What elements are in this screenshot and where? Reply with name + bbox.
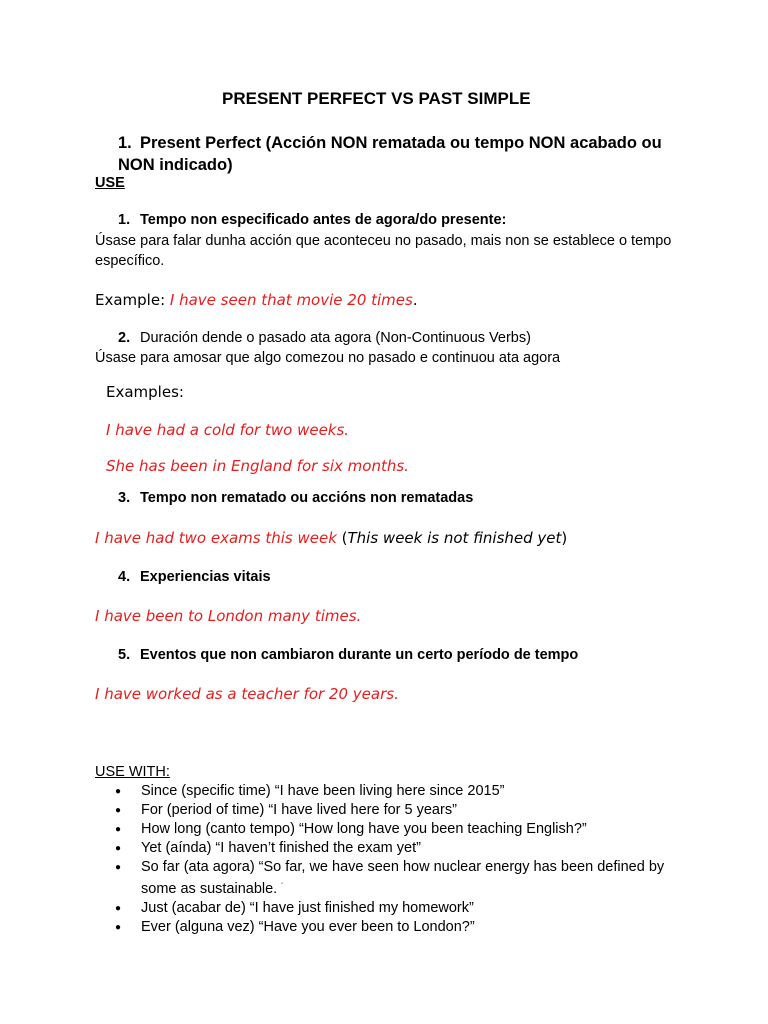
list-item: ● For (period of time) “I have lived here for 5 years” [115,801,675,820]
item-2-example-2: She has been in England for six months. [106,457,409,475]
item-2-examples-label: Examples: [106,383,184,401]
list-item: ● So far (ata agora) “So far, we have seen how nuclear energy has been defined by some as sustainable. " [115,858,675,899]
item-3-note: This week is not finished yet [347,529,562,547]
item-3-example: I have had two exams this week (This week is not finished yet) [95,529,568,547]
footnote-mark: " [281,883,284,889]
example-label: Example: [95,291,170,309]
item-4-heading: 4. Experiencias vitais [118,569,271,585]
list-item: ● Yet (aínda) “I haven’t finished the exam yet” [115,839,675,858]
item-5-example: I have worked as a teacher for 20 years. [95,685,399,703]
item-2-heading: 2. Duración dende o pasado ata agora (Non-Continuous Verbs) [118,330,531,346]
example-sentence: I have seen that movie 20 times [169,291,413,309]
item-2-example-1: I have had a cold for two weeks. [106,421,350,439]
item-4-example: I have been to London many times. [95,607,362,625]
use-with-list [115,782,675,937]
section-heading-text: Present Perfect (Acción NON rematada ou tempo NON acabado ou NON indicado) [118,134,662,174]
list-item: ● Ever (alguna vez) “Have you ever been to London?” [115,918,675,937]
page-title: PRESENT PERFECT VS PAST SIMPLE [222,89,531,108]
item-5-heading: 5. Eventos que non cambiaron durante un certo período de tempo [118,647,579,663]
list-item: ● Since (specific time) “I have been living here since 2015” [115,782,675,801]
section-number: 1. [118,134,132,152]
list-item: ● How long (canto tempo) “How long have you been teaching English?” [115,820,675,839]
item-1-description: Úsase para falar dunha acción que aconteceu no pasado, mais non se establece o tempo específico. [95,233,672,269]
item-1-heading: 1. Tempo non especificado antes de agora/do presente: [118,212,507,228]
item-3-heading: 3. Tempo non rematado ou accións non rematadas [118,490,474,506]
item-2-description: Úsase para amosar que algo comezou no pasado e continuou ata agora [95,350,561,366]
list-item: ● Just (acabar de) “I have just finished my homework” [115,899,675,918]
item-1-example: Example: I have seen that movie 20 times. [95,291,418,309]
use-label: USE [95,175,125,191]
section-heading [118,132,688,176]
use-with-label: USE WITH: [95,764,170,780]
